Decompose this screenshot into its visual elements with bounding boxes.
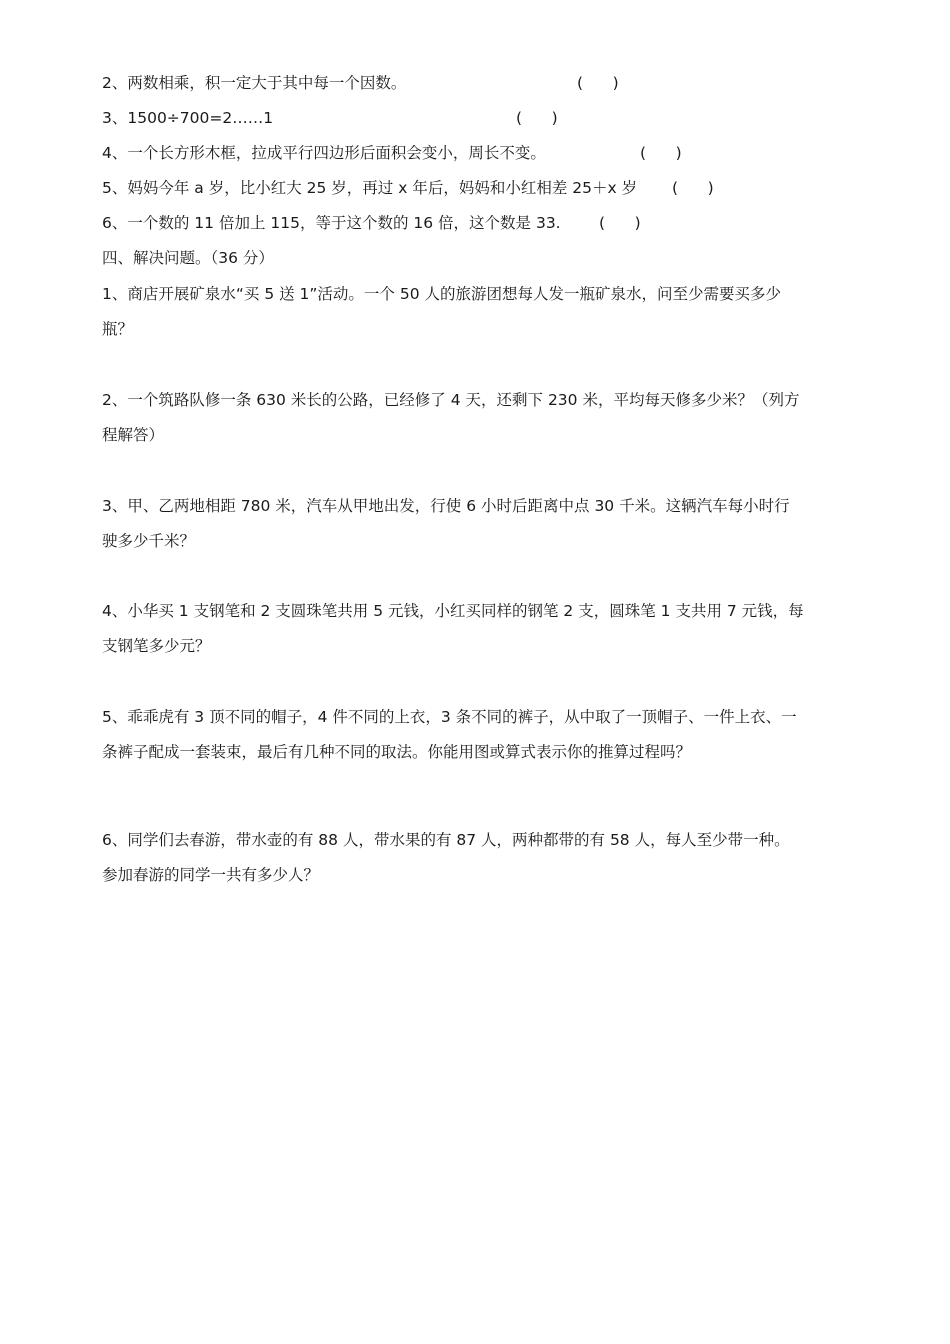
answer-paren-5[interactable]: ( ) <box>672 179 714 197</box>
problem-5-line1: 5、乖乖虎有 3 顶不同的帽子，4 件不同的上衣，3 条不同的裤子，从中取了一顶帽子、一件上衣、一 <box>102 708 797 726</box>
problem-3-line1: 3、甲、乙两地相距 780 米，汽车从甲地出发，行使 6 小时后距离中点 30 千米。这辆汽车每小时行 <box>102 497 790 515</box>
problem-1-line2: 瓶？ <box>102 320 134 338</box>
judgment-item-3: 3、1500÷700=2……1 <box>102 109 274 127</box>
answer-paren-3[interactable]: ( ) <box>516 109 558 127</box>
problem-2-line2: 程解答） <box>102 426 165 444</box>
judgment-item-4: 4、一个长方形木框，拉成平行四边形后面积会变小，周长不变。 <box>102 144 546 162</box>
problem-3-line2: 驶多少千米？ <box>102 532 196 550</box>
problem-4-line2: 支钢笔多少元？ <box>102 637 211 655</box>
judgment-item-2: 2、两数相乘，积一定大于其中每一个因数。 <box>102 74 407 92</box>
problem-6-line2: 参加春游的同学一共有多少人？ <box>102 866 320 884</box>
answer-paren-2[interactable]: ( ) <box>577 74 619 92</box>
answer-paren-4[interactable]: ( ) <box>640 144 682 162</box>
problem-2-line1: 2、一个筑路队修一条 630 米长的公路，已经修了 4 天，还剩下 230 米，平均每天修多少米？（列方 <box>102 391 800 409</box>
section-title: 四、解决问题。（36 分） <box>102 249 274 267</box>
problem-5-line2: 条裤子配成一套装束，最后有几种不同的取法。你能用图或算式表示你的推算过程吗？ <box>102 743 692 761</box>
answer-paren-6[interactable]: ( ) <box>599 214 641 232</box>
problem-6-line1: 6、同学们去春游，带水壶的有 88 人，带水果的有 87 人，两种都带的有 58 人，每人至少带一种。 <box>102 831 790 849</box>
problem-1-line1: 1、商店开展矿泉水“买 5 送 1”活动。一个 50 人的旅游团想每人发一瓶矿泉水，问至少需要买多少 <box>102 285 782 303</box>
problem-4-line1: 4、小华买 1 支钢笔和 2 支圆珠笔共用 5 元钱，小红买同样的钢笔 2 支，圆珠笔 1 支共用 7 元钱，每 <box>102 602 804 620</box>
judgment-item-5: 5、妈妈今年 a 岁，比小红大 25 岁，再过 x 年后，妈妈和小红相差 25＋x 岁 <box>102 179 638 197</box>
judgment-item-6: 6、一个数的 11 倍加上 115，等于这个数的 16 倍，这个数是 33. <box>102 214 561 232</box>
